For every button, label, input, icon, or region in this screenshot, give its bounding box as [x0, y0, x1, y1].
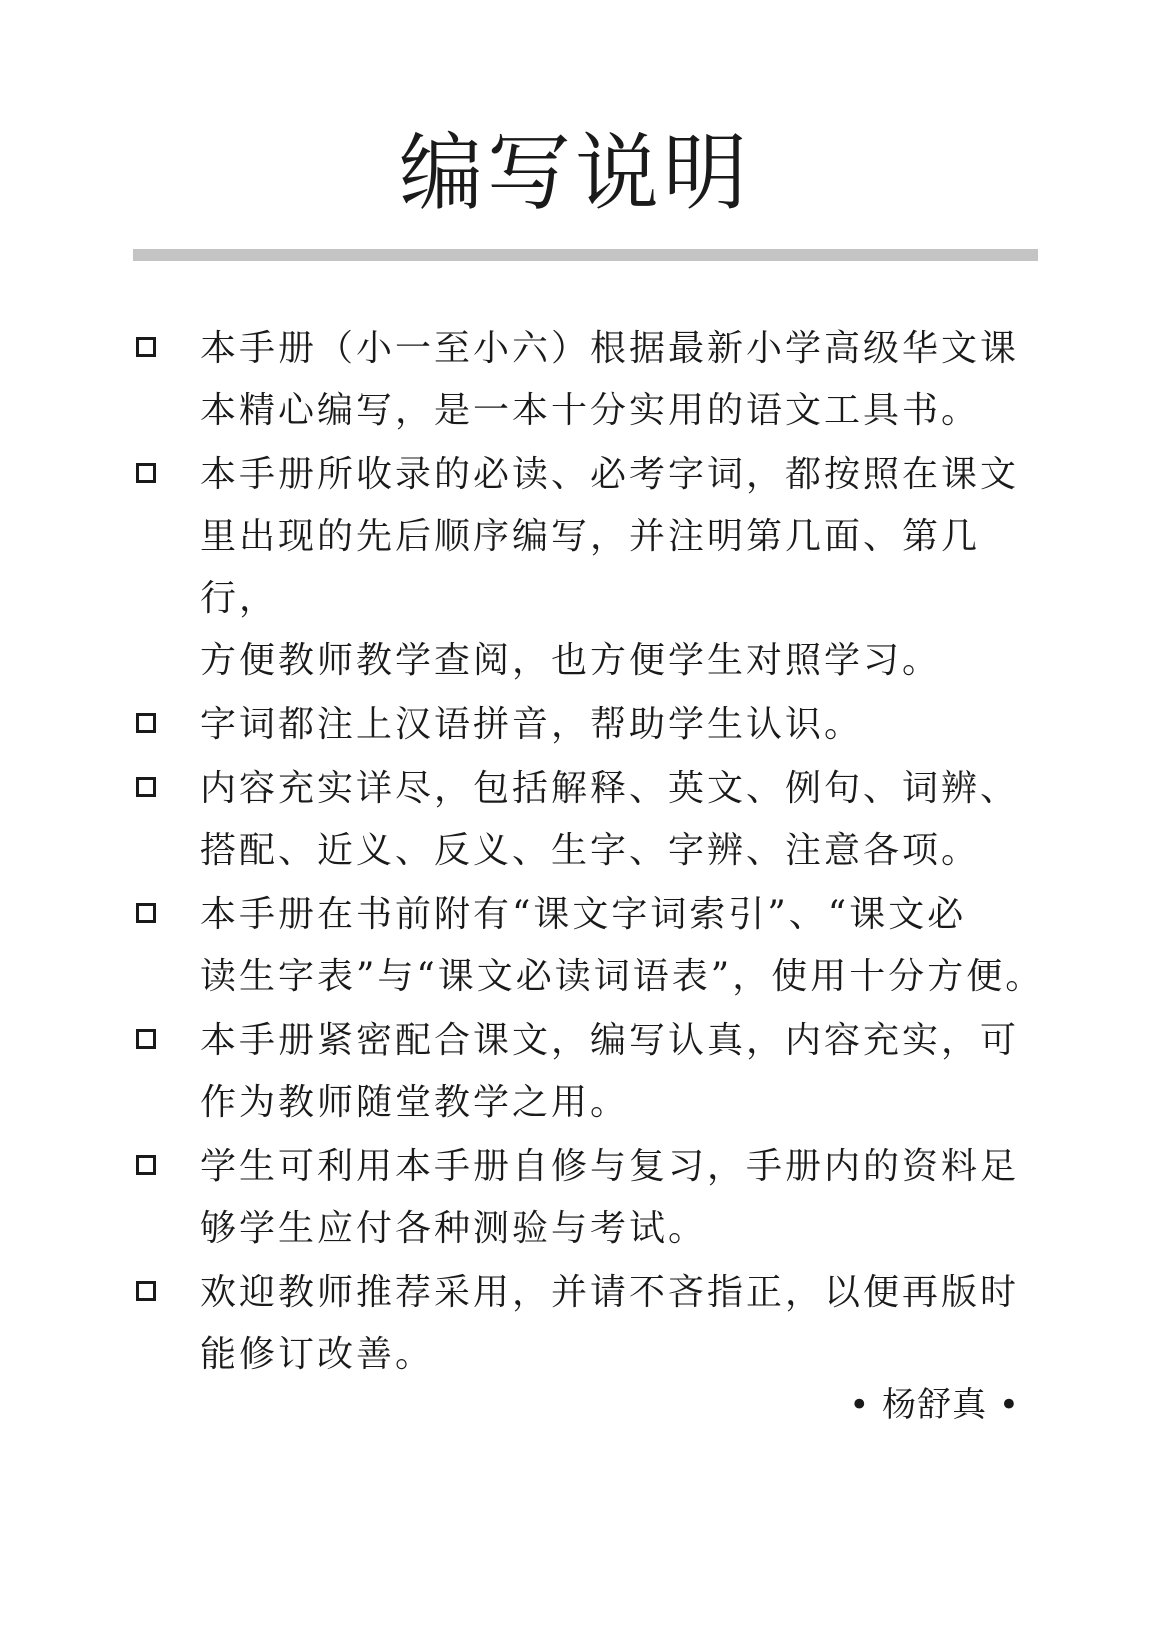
checkbox-square-icon — [136, 337, 156, 357]
checkbox-square-icon — [136, 1029, 156, 1049]
list-item — [136, 758, 1056, 882]
list-item-text: 本手册紧密配合课文，编写认真，内容充实，可 作为教师随堂教学之用。 — [200, 1020, 1020, 1123]
title-divider — [133, 249, 1038, 261]
list-item — [136, 1136, 1056, 1260]
author-signature: • 杨舒真 • — [849, 1385, 1020, 1425]
list-item — [136, 444, 1056, 692]
list-item-text: 本手册在书前附有“课文字词索引”、“课文必 读生字表”与“课文必读词语表”，使用十分方便。 — [200, 894, 1045, 997]
list-item-text: 字词都注上汉语拼音，帮助学生认识。 — [200, 704, 864, 745]
checkbox-square-icon — [136, 1281, 156, 1301]
list-item-text: 欢迎教师推荐采用，并请不吝指正，以便再版时 能修订改善。 — [200, 1272, 1020, 1375]
checkbox-square-icon — [136, 713, 156, 733]
checkbox-square-icon — [136, 777, 156, 797]
list-item — [136, 694, 1056, 756]
checkbox-square-icon — [136, 903, 156, 923]
checkbox-square-icon — [136, 463, 156, 483]
list-item — [136, 318, 1056, 442]
list-item-text: 本手册所收录的必读、必考字词，都按照在课文 里出现的先后顺序编写，并注明第几面、第几行， 方便教师教学查阅，也方便学生对照学习。 — [200, 454, 1020, 681]
list-item-text: 学生可利用本手册自修与复习，手册内的资料足 够学生应付各种测验与考试。 — [200, 1146, 1020, 1249]
notes-list — [136, 318, 1056, 1388]
list-item-text: 内容充实详尽，包括解释、英文、例句、词辨、 搭配、近义、反义、生字、字辨、注意各项。 — [200, 768, 1020, 871]
list-item — [136, 884, 1056, 1008]
list-item — [136, 1010, 1056, 1134]
page-title: 编写说明 — [398, 124, 751, 222]
checkbox-square-icon — [136, 1155, 156, 1175]
list-item — [136, 1262, 1056, 1386]
list-item-text: 本手册（小一至小六）根据最新小学高级华文课 本精心编写，是一本十分实用的语文工具书。 — [200, 328, 1020, 431]
